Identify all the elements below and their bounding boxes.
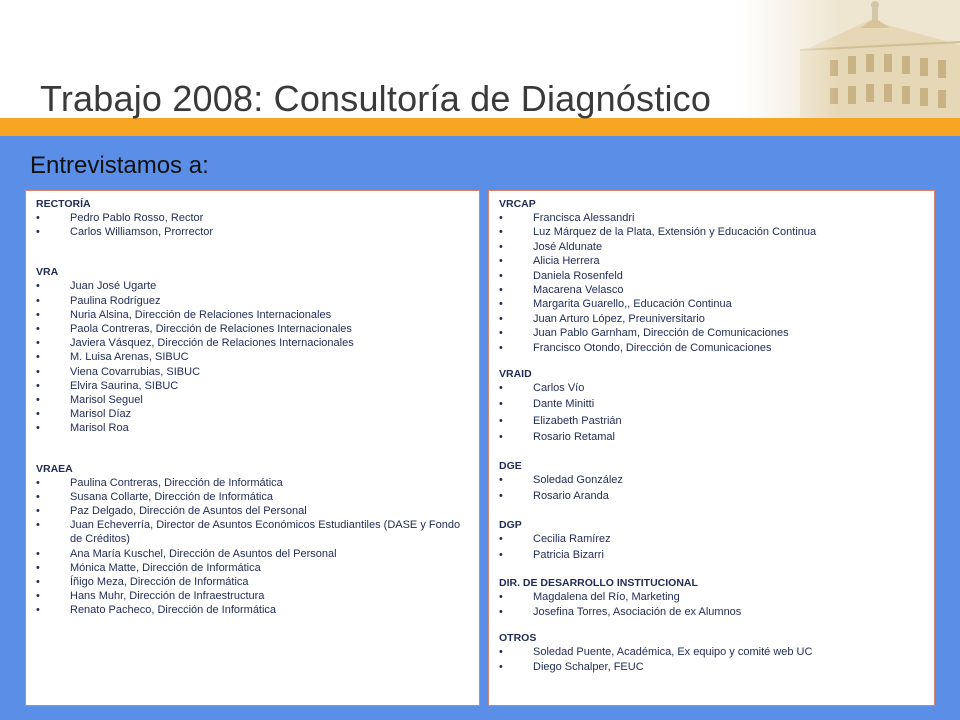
list-item: • Marisol Díaz — [36, 407, 469, 421]
group-vrcap — [499, 197, 924, 355]
list-item: • Mónica Matte, Dirección de Informática — [36, 561, 469, 575]
list-item: • Rosario Aranda — [499, 489, 924, 503]
slide-title: Trabajo 2008: Consultoría de Diagnóstico — [40, 78, 712, 119]
list-item: • M. Luisa Arenas, SIBUC — [36, 350, 469, 364]
list-item: • Íñigo Meza, Dirección de Informática — [36, 575, 469, 589]
list-item: • Soledad Puente, Académica, Ex equipo y comité web UC — [499, 645, 924, 659]
list-item: • José Aldunate — [499, 240, 924, 254]
list-item: • Pedro Pablo Rosso, Rector — [36, 211, 469, 225]
list-item: • Paulina Contreras, Dirección de Informática — [36, 476, 469, 490]
group-heading: DGE — [499, 459, 522, 472]
building-image — [740, 0, 960, 118]
group-vraid — [499, 367, 924, 445]
group-otros — [499, 631, 924, 674]
list-item: • Juan José Ugarte — [36, 279, 469, 293]
list-item: • Hans Muhr, Dirección de Infraestructura — [36, 589, 469, 603]
list-item: • Marisol Roa — [36, 421, 469, 435]
group-heading: RECTORÍA — [36, 198, 91, 210]
list-item: • Rosario Retamal — [499, 430, 924, 444]
list-item: • Soledad González — [499, 473, 924, 487]
left-panel — [25, 190, 480, 706]
list-item: • Nuria Alsina, Dirección de Relaciones Internacionales — [36, 308, 469, 322]
list-item: • Magdalena del Río, Marketing — [499, 590, 924, 604]
list-item: • Francisco Otondo, Dirección de Comunicaciones — [499, 341, 924, 355]
list-item: • Patricia Bizarri — [499, 548, 924, 562]
list-item: • Josefina Torres, Asociación de ex Alumnos — [499, 605, 924, 619]
slide-subtitle: Entrevistamos a: — [30, 152, 209, 179]
list-item: • Francisca Alessandri — [499, 211, 924, 225]
list-item: • Ana María Kuschel, Dirección de Asuntos del Personal — [36, 547, 469, 561]
group-heading: VRAID — [499, 368, 532, 381]
list-item: • Carlos Vío — [499, 381, 924, 395]
list-item: • Juan Pablo Garnham, Dirección de Comunicaciones — [499, 326, 924, 340]
list-item: • Marisol Seguel — [36, 393, 469, 407]
list-item: • Susana Collarte, Dirección de Informática — [36, 490, 469, 504]
group-vraea — [36, 462, 469, 618]
list-item: • Elvira Saurina, SIBUC — [36, 379, 469, 393]
list-item: • Alicia Herrera — [499, 254, 924, 268]
list-item: • Margarita Guarello,, Educación Continua — [499, 297, 924, 311]
list-item: • Juan Arturo López, Preuniversitario — [499, 312, 924, 326]
list-item: • Paola Contreras, Dirección de Relaciones Internacionales — [36, 322, 469, 336]
group-heading: VRCAP — [499, 198, 536, 210]
list-item: • Renato Pacheco, Dirección de Informática — [36, 603, 469, 617]
group-dgp — [499, 518, 924, 563]
group-desarrollo-institucional — [499, 576, 924, 619]
group-heading: VRAEA — [36, 462, 73, 475]
group-heading: VRA — [36, 266, 59, 279]
list-item: • Macarena Velasco — [499, 283, 924, 297]
list-item: • Daniela Rosenfeld — [499, 269, 924, 283]
list-item: • Diego Schalper, FEUC — [499, 660, 924, 674]
list-item: • Dante Minitti — [499, 397, 924, 411]
list-item: • Paulina Rodríguez — [36, 294, 469, 308]
accent-bar — [0, 118, 960, 136]
list-item: • Cecilia Ramírez — [499, 532, 924, 546]
list-item: • Paz Delgado, Dirección de Asuntos del Personal — [36, 504, 469, 518]
list-item: • Javiera Vásquez, Dirección de Relaciones Internacionales — [36, 336, 469, 350]
list-item: • Carlos Williamson, Prorrector — [36, 225, 469, 239]
right-panel — [488, 190, 935, 706]
group-rectoria — [36, 197, 469, 239]
group-heading: OTROS — [499, 632, 537, 645]
list-item: • Luz Márquez de la Plata, Extensión y Educación Continua — [499, 225, 924, 239]
group-dge — [499, 459, 924, 504]
group-heading: DIR. DE DESARROLLO INSTITUCIONAL — [499, 577, 698, 590]
list-item: • Elizabeth Pastrián — [499, 414, 924, 428]
group-vra — [36, 265, 469, 435]
group-heading: DGP — [499, 518, 522, 531]
list-item: • Juan Echeverría, Director de Asuntos Económicos Estudiantiles (DASE y Fondo de Créditos) — [36, 518, 469, 546]
list-item: • Viena Covarrubias, SIBUC — [36, 365, 469, 379]
